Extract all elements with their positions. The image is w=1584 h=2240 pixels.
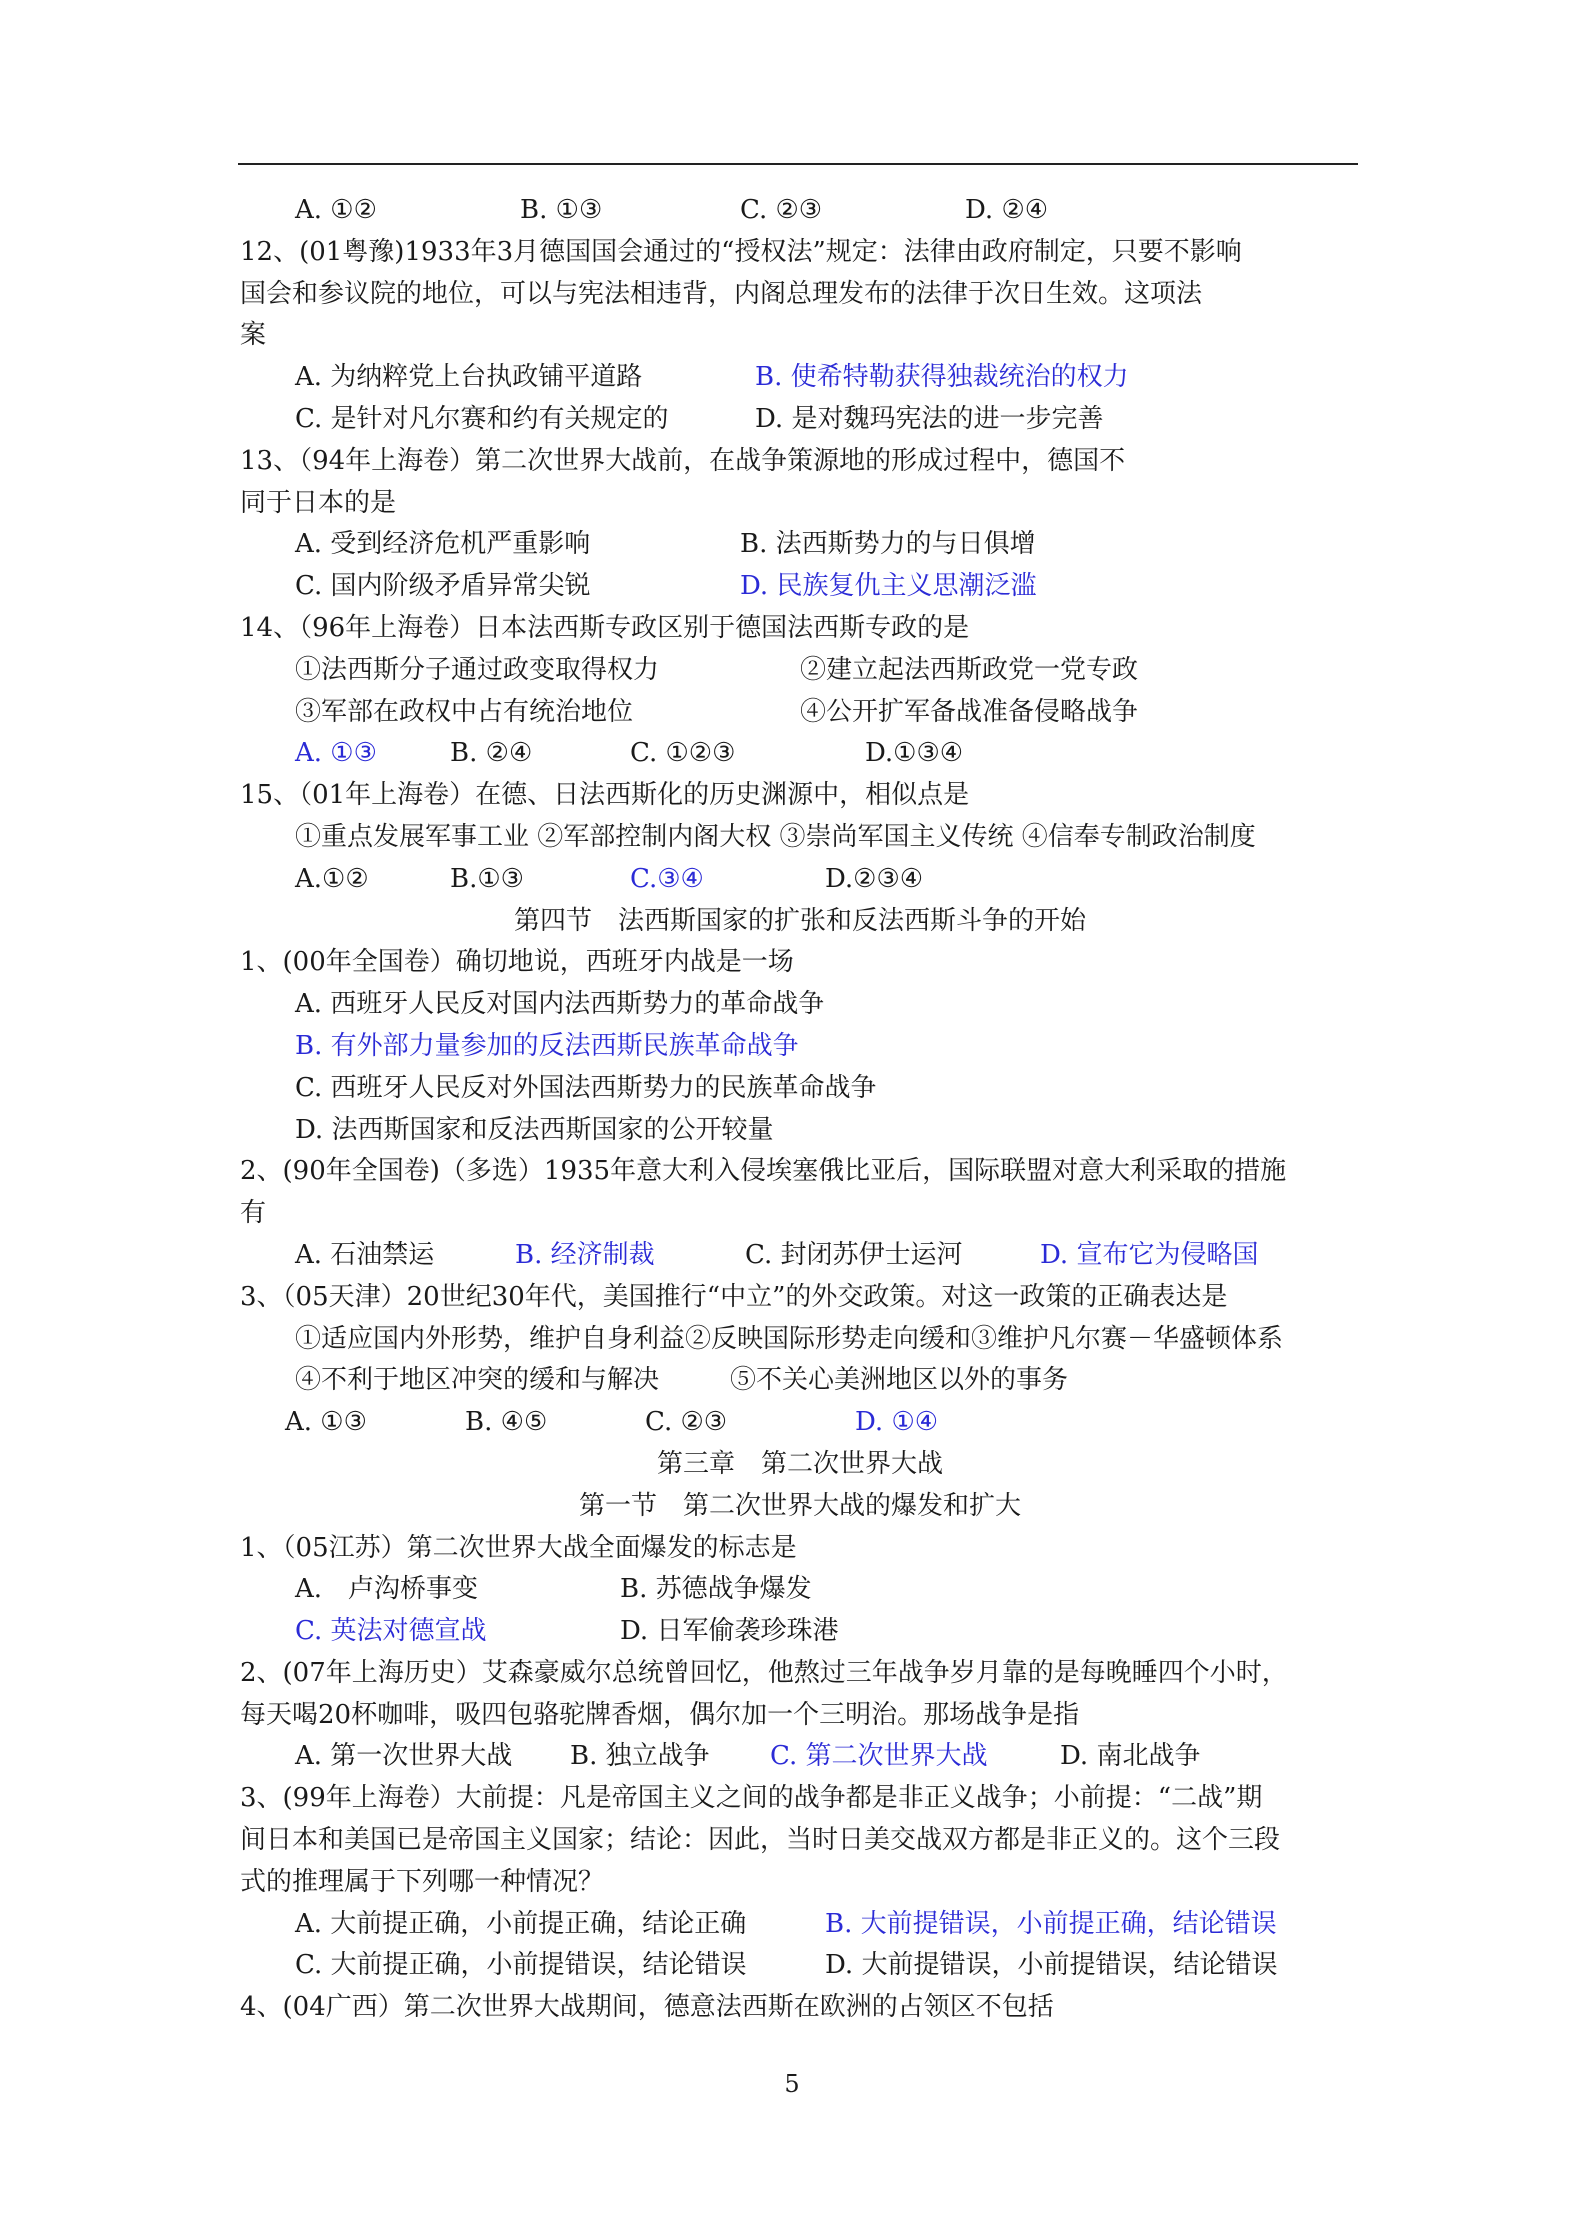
answer-option: C. 国内阶级矛盾异常尖锐	[295, 571, 591, 602]
option-row	[240, 1402, 1360, 1444]
answer-option-correct: B. 使希特勒获得独裁统治的权力	[755, 362, 1129, 393]
answer-option: C. 是针对凡尔赛和约有关规定的	[295, 403, 669, 434]
text-line: 1、（05江苏）第二次世界大战全面爆发的标志是	[240, 1532, 797, 1563]
text-line: 间日本和美国已是帝国主义国家；结论：因此，当时日美交战双方都是非正义的。这个三段	[240, 1825, 1281, 1856]
text-line: ①重点发展军事工业 ②军部控制内阁大权 ③崇尚军国主义传统 ④信奉专制政治制度	[295, 821, 1256, 852]
answer-option-correct: C. 英法对德宣战	[295, 1616, 487, 1647]
answer-option: ②建立起法西斯政党一党专政	[800, 654, 1139, 685]
text-line: 同于日本的是	[240, 487, 397, 518]
answer-option: B. 苏德战争爆发	[620, 1574, 812, 1605]
option-row	[240, 1736, 1360, 1778]
answer-option: A. 受到经济危机严重影响	[295, 529, 591, 560]
section-heading: 第三章 第二次世界大战	[656, 1448, 943, 1479]
option-row	[240, 1945, 1360, 1987]
answer-option: D. 是对魏玛宪法的进一步完善	[755, 403, 1104, 434]
text-line: 有	[240, 1198, 267, 1229]
answer-option: B. ①③	[520, 195, 603, 225]
text-line: 2、(07年上海历史）艾森豪威尔总统曾回忆，他熬过三年战争岁月靠的是每晚睡四个小时，	[240, 1657, 1288, 1688]
text-line: ①适应国内外形势，维护自身利益②反映国际形势走向缓和③维护凡尔赛－华盛顿体系	[295, 1323, 1284, 1354]
answer-option: A. 为纳粹党上台执政铺平道路	[295, 362, 643, 393]
answer-option-correct: C.③④	[630, 863, 704, 894]
answer-option-correct: D. 民族复仇主义思潮泛滥	[740, 571, 1037, 602]
answer-option: A.①②	[295, 863, 369, 894]
answer-option: C. 大前提正确，小前提错误，结论错误	[295, 1950, 747, 1981]
option-row	[240, 692, 1360, 734]
text-line: 3、（05天津）20世纪30年代，美国推行“中立”的外交政策。对这一政策的正确表达是	[240, 1281, 1228, 1312]
option-row	[240, 1360, 1360, 1402]
option-row	[240, 650, 1360, 692]
text-line: 3、(99年上海卷）大前提：凡是帝国主义之间的战争都是非正义战争；小前提：“二战”期	[240, 1783, 1263, 1814]
answer-option: A. 卢沟桥事变	[295, 1574, 479, 1605]
answer-option: A. 石油禁运	[295, 1239, 435, 1270]
answer-option: C. ②③	[740, 195, 823, 225]
answer-option: B.①③	[450, 863, 524, 894]
answer-option: C. ②③	[645, 1407, 728, 1438]
section-heading: 第一节 第二次世界大战的爆发和扩大	[578, 1490, 1021, 1521]
answer-option: B. ②④	[450, 738, 533, 769]
answer-option: A. ①③	[285, 1407, 367, 1438]
answer-option: ③军部在政权中占有统治地位	[295, 696, 634, 727]
option-row	[240, 859, 1360, 901]
answer-option: D.①③④	[865, 738, 964, 769]
text-line: 15、（01年上海卷）在德、日法西斯化的历史渊源中，相似点是	[240, 780, 970, 811]
text-line: 13、（94年上海卷）第二次世界大战前，在战争策源地的形成过程中，德国不	[240, 445, 1126, 476]
answer-option: C. ①②③	[630, 738, 736, 769]
document-body	[240, 190, 1360, 2029]
answer-option: ④公开扩军备战准备侵略战争	[800, 696, 1139, 727]
answer-option: A. 大前提正确，小前提正确，结论正确	[295, 1908, 747, 1939]
answer-option: D. 南北战争	[1060, 1741, 1201, 1772]
answer-option: A. 第一次世界大战	[295, 1741, 513, 1772]
answer-option: D. ②④	[965, 195, 1049, 225]
option-row	[240, 1235, 1360, 1277]
answer-option-correct: B. 大前提错误，小前提正确，结论错误	[825, 1908, 1277, 1939]
answer-option-correct: D. 宣布它为侵略国	[1040, 1239, 1259, 1270]
answer-option-correct: B. 经济制裁	[515, 1239, 655, 1270]
answer-option: B. 法西斯势力的与日俱增	[740, 529, 1036, 560]
text-line: 4、(04广西）第二次世界大战期间，德意法西斯在欧洲的占领区不包括	[240, 1992, 1054, 2023]
section-heading: 第四节 法西斯国家的扩张和反法西斯斗争的开始	[513, 905, 1086, 936]
option-row	[240, 1569, 1360, 1611]
option-row	[240, 190, 1360, 232]
text-line: 每天喝20杯咖啡，吸四包骆驼牌香烟，偶尔加一个三明治。那场战争是指	[240, 1699, 1080, 1730]
text-line: 14、（96年上海卷）日本法西斯专政区别于德国法西斯专政的是	[240, 612, 970, 643]
answer-option: B. 独立战争	[570, 1741, 710, 1772]
text-line: C. 西班牙人民反对外国法西斯势力的民族革命战争	[295, 1072, 877, 1103]
answer-option: D. 日军偷袭珍珠港	[620, 1616, 839, 1647]
text-line: 1、(00年全国卷）确切地说，西班牙内战是一场	[240, 947, 794, 978]
text-line: D. 法西斯国家和反法西斯国家的公开较量	[295, 1114, 774, 1145]
answer-option: ①法西斯分子通过政变取得权力	[295, 654, 660, 685]
answer-option: ④不利于地区冲突的缓和与解决	[295, 1365, 660, 1396]
option-row	[240, 1904, 1360, 1946]
option-row	[240, 733, 1360, 775]
header-rule	[238, 163, 1358, 165]
option-row	[240, 1611, 1360, 1653]
text-line: B. 有外部力量参加的反法西斯民族革命战争	[295, 1030, 799, 1061]
text-line: 案	[240, 320, 267, 351]
answer-option-correct: A. ①③	[295, 738, 377, 769]
answer-option: C. 封闭苏伊士运河	[745, 1239, 963, 1270]
page-number: 5	[784, 2070, 800, 2098]
option-row	[240, 399, 1360, 441]
text-line: A. 西班牙人民反对国内法西斯势力的革命战争	[295, 989, 825, 1020]
answer-option: ⑤不关心美洲地区以外的事务	[730, 1365, 1069, 1396]
option-row	[240, 524, 1360, 566]
text-line: 12、(01粤豫)1933年3月德国国会通过的“授权法”规定：法律由政府制定，只要不影响	[240, 236, 1242, 267]
answer-option: A. ①②	[295, 195, 377, 225]
text-line: 2、(90年全国卷)（多选）1935年意大利入侵埃塞俄比亚后，国际联盟对意大利采取的措施	[240, 1156, 1287, 1187]
answer-option: D. 大前提错误，小前提错误，结论错误	[825, 1950, 1278, 1981]
answer-option: D.②③④	[825, 863, 924, 894]
text-line: 式的推理属于下列哪一种情况？	[240, 1866, 605, 1897]
option-row	[240, 357, 1360, 399]
option-row	[240, 566, 1360, 608]
text-line: 国会和参议院的地位，可以与宪法相违背，内阁总理发布的法律于次日生效。这项法	[240, 278, 1203, 309]
answer-option: B. ④⑤	[465, 1407, 548, 1438]
answer-option-correct: D. ①④	[855, 1407, 939, 1438]
answer-option-correct: C. 第二次世界大战	[770, 1741, 988, 1772]
